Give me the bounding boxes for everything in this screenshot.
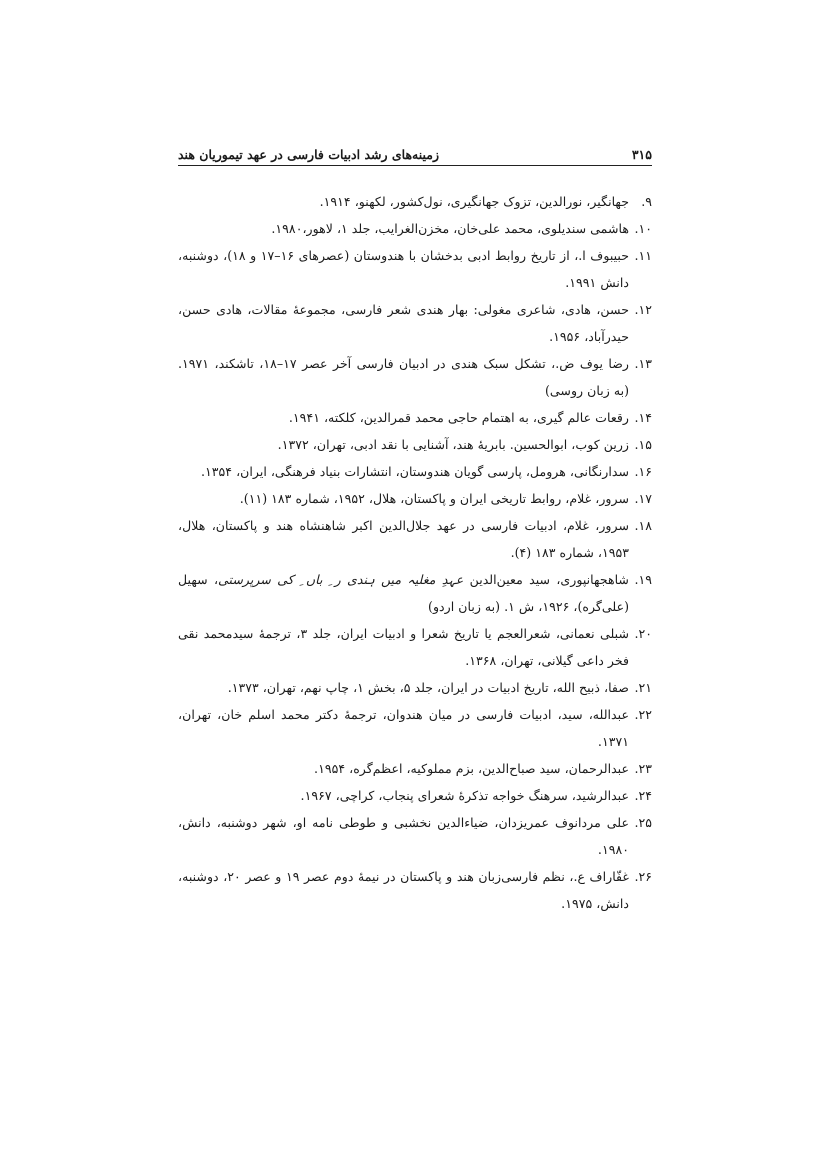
reference-number: ۲۳. [634,761,652,776]
reference-text: شاهجهانپوری، سید معین‌الدین‌ عہدِ مغلیہ میں ہندی ر ِ باں ِ کی سرپرستی، سهیل (علی‌گره)، ۱۹۲۶، ش ۱. (به زبان اردو) [178,572,629,614]
reference-number: ۲۴. [634,788,652,803]
reference-text: علی مردانوف عمریزدان، ضیاءالدین نخشبی و طوطی نامه او، شهر دوشنبه، دانش، ۱۹۸۰. [178,815,629,857]
reference-item [178,485,652,512]
reference-item [178,242,652,296]
reference-text: غفّاراف ع.، نظم فارسی‌زبان هند و پاکستان در نیمهٔ دوم عصر ۱۹ و عصر ۲۰، دوشنبه، دانش، ۱۹۷۵. [178,869,629,911]
reference-number: ۲۲. [634,707,652,722]
running-title: زمینه‌های رشد ادبیات فارسی در عهد تیموریان هند [178,146,440,162]
reference-list [178,188,652,917]
reference-item [178,566,652,620]
reference-text: حبیبوف ا.، از تاریخ روابط ادبی بدخشان با هندوستان (عصرهای ۱۶–۱۷ و ۱۸)، دوشنبه، دانش ۱۹۹۱. [178,248,630,290]
reference-item [178,863,652,917]
reference-item [178,701,652,755]
reference-number: ۱۶. [634,464,652,479]
reference-number: ۱۷. [634,491,652,506]
reference-number: ۱۵. [634,437,652,452]
reference-item [178,782,652,809]
reference-item [178,350,652,404]
reference-item [178,620,652,674]
reference-number: ۲۰. [634,626,652,641]
reference-number: ۱۴. [634,410,652,425]
reference-text: شبلی نعمانی، شعرالعجم یا تاریخ شعرا و ادبیات ایران، جلد ۳، ترجمهٔ سیدمحمد نقی فخر داعی گیلانی، تهران، ۱۳۶۸. [178,626,629,668]
reference-text: عبدالرشید، سرهنگ خواجه تذکرهٔ شعرای پنجاب، کراچی، ۱۹۶۷. [300,788,629,803]
reference-number: ۱۹. [634,572,652,587]
reference-number: ۱۳. [634,356,652,371]
reference-text: جهانگیر، نورالدین، تزوک جهانگیری، نول‌کشور، لکهنو، ۱۹۱۴. [319,194,629,209]
reference-item [178,458,652,485]
reference-text: عبدالرحمان، سید صباح‌الدین، بزم مملوکیه، اعظم‌گره، ۱۹۵۴. [314,761,629,776]
reference-text: سرور، غلام، روابط تاریخی ایران و پاکستان، هلال، ۱۹۵۲، شماره ۱۸۳ (۱۱). [239,491,629,506]
header-rule [178,165,652,166]
reference-text: صفا، ذبیح الله، تاریخ ادبیات در ایران، جلد ۵، بخش ۱، چاپ نهم، تهران، ۱۳۷۳. [227,680,629,695]
reference-item [178,755,652,782]
reference-number: ۱۰. [634,221,652,236]
reference-item [178,431,652,458]
reference-number: ۹. [641,194,652,209]
reference-text: رضا یوف ض.، تشکل سبک هندی در ادبیان فارسی آخر عصر ۱۷–۱۸، تاشکند، ۱۹۷۱. (به زبان روسی) [178,356,629,398]
reference-number: ۲۶. [634,869,652,884]
reference-item [178,674,652,701]
page-number: ۳۱۵ [631,146,652,162]
reference-item [178,188,652,215]
running-header [178,143,652,165]
reference-item [178,215,652,242]
reference-text-author: شاهجهانپوری، سید معین‌الدین [469,572,629,587]
reference-text: رقعات عالم گیری، به اهتمام حاجی محمد قمرالدین، کلکته، ۱۹۴۱. [288,410,629,425]
reference-number: ۱۸. [634,518,652,533]
reference-text-urdu-title: عہدِ مغلیہ میں ہندی ر ِ باں ِ کی سرپرستی [218,572,464,587]
reference-number: ۱۱. [634,248,652,263]
reference-text: سدارنگانی، هرومل، پارسی گویان هندوستان، انتشارات بنیاد فرهنگی، ایران، ۱۳۵۴. [201,464,629,479]
reference-item [178,512,652,566]
reference-item [178,809,652,863]
reference-number: ۲۵. [634,815,652,830]
reference-text: هاشمی سندیلوی، محمد علی‌خان، مخزن‌الغرایب، جلد ۱، لاهور،۱۹۸۰. [271,221,629,236]
reference-text: عبدالله، سید، ادبیات فارسی در میان هندوان، ترجمهٔ دکتر محمد اسلم خان، تهران، ۱۳۷۱. [178,707,629,749]
reference-item [178,404,652,431]
reference-text: سرور، غلام، ادبیات فارسی در عهد جلال‌الدین اکبر شاهنشاه هند و پاکستان، هلال، ۱۹۵۳، شماره ۱۸۳ (۴). [178,518,629,560]
reference-number: ۱۲. [634,302,652,317]
reference-text-rest: ، سهیل (علی‌گره)، ۱۹۲۶، ش ۱. (به زبان اردو) [178,572,629,614]
reference-text: زرین کوب، ابوالحسین. بابریهٔ هند، آشنایی با نقد ادبی، تهران، ۱۳۷۲. [277,437,629,452]
reference-text: حسن، هادی، شاعری مغولی: بهار هندی شعر فارسی، مجموعهٔ مقالات، هادی حسن، حیدرآباد، ۱۹۵۶. [178,302,629,344]
reference-item [178,296,652,350]
reference-number: ۲۱. [634,680,652,695]
